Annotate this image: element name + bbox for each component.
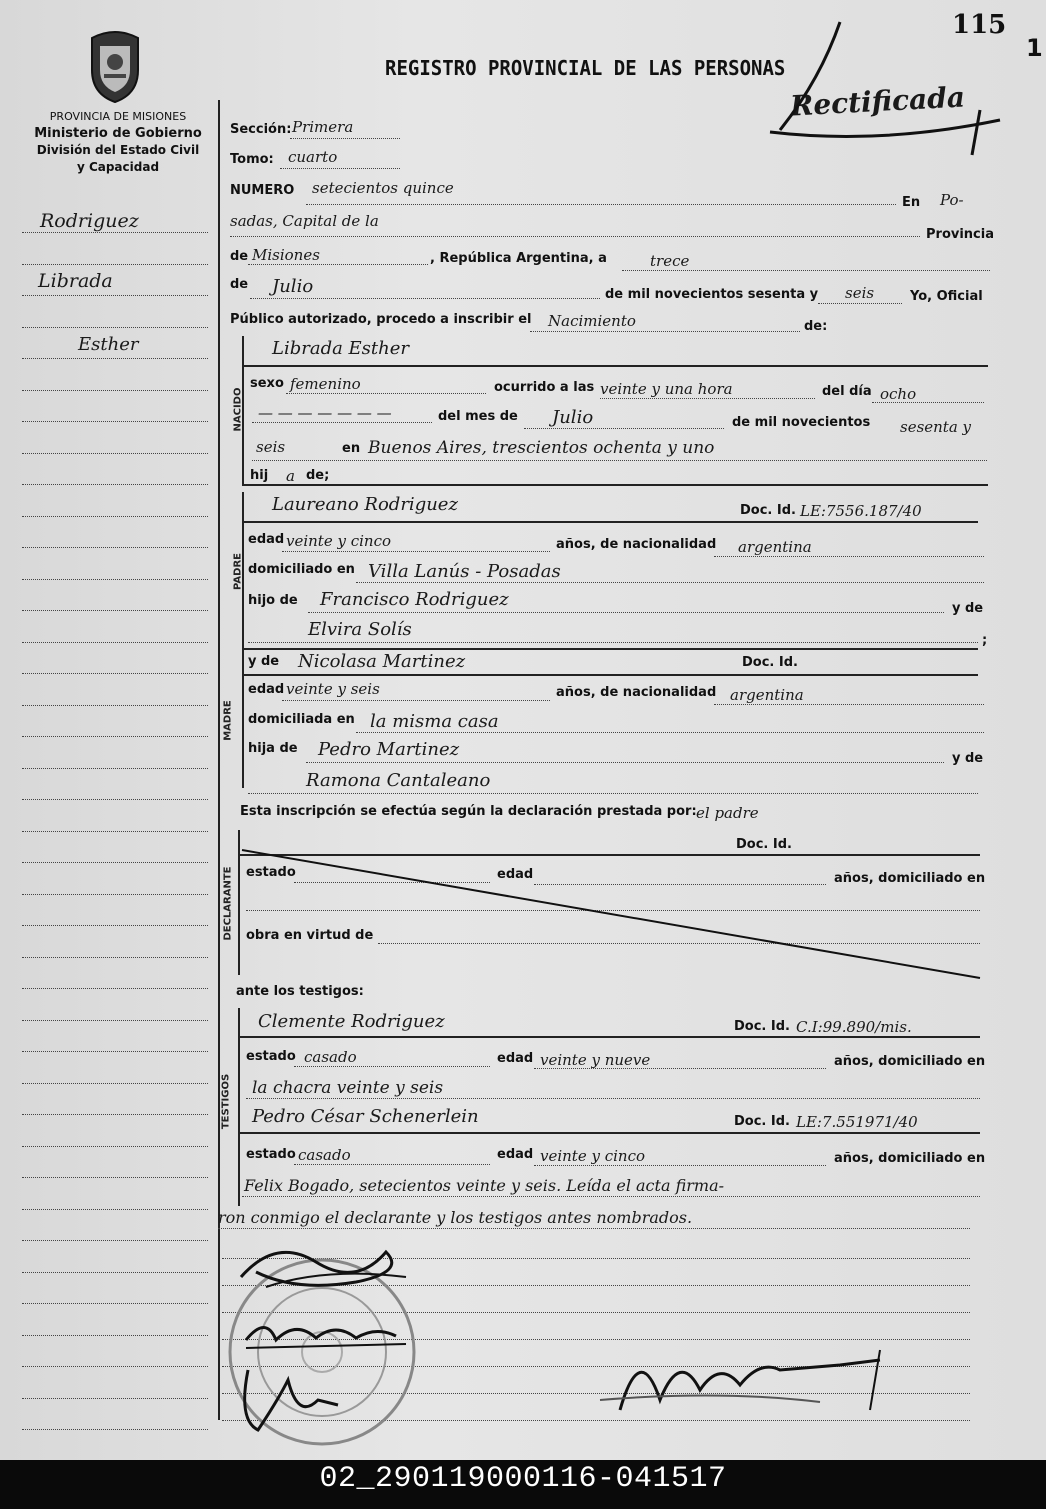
declarante-obra-label: obra en virtud de (246, 928, 374, 943)
dia-value: trece (650, 252, 690, 270)
testigo2-estado-value: casado (298, 1146, 351, 1164)
madre-madre-value: Ramona Cantaleano (306, 770, 491, 791)
mes-nacido-value: Julio (552, 407, 594, 428)
testigo2-domicilio-value: Felix Bogado, setecientos veinte y seis. Leída el acta firma- (244, 1176, 725, 1195)
padre-nacionalidad-line (714, 556, 984, 557)
page-number-right: 1 (1026, 34, 1043, 62)
margin-rule (22, 768, 208, 769)
header-province: PROVINCIA DE MISIONES (49, 110, 187, 123)
nacido-section-label: NACIDO (232, 387, 244, 432)
mil-label: de mil novecientos sesenta y (605, 287, 819, 302)
lugar-line (252, 460, 987, 461)
padre-padre-value: Francisco Rodriguez (320, 589, 509, 610)
margin-rule (22, 1114, 208, 1115)
dash-value: — — — — — — — (258, 404, 392, 422)
margin-rule (22, 547, 208, 548)
en-label: En (902, 195, 921, 210)
sexo-value: femenino (290, 375, 361, 393)
testigo1-edad-line (534, 1068, 826, 1069)
margin-rule (22, 1429, 208, 1430)
testigo1-estado-line (294, 1066, 490, 1067)
madre-padre-value: Pedro Martinez (318, 739, 460, 760)
padre-doc-value: LE:7556.187/40 (800, 502, 922, 520)
padre-nacionalidad-value: argentina (738, 538, 812, 556)
margin-rule (22, 390, 208, 391)
testigo2-anios-label: años, domiciliado en (834, 1151, 986, 1166)
testigo2-estado-label: estado (246, 1147, 296, 1162)
nacido-nombre-line (242, 365, 988, 367)
acto-line (530, 331, 800, 332)
official-signature-icon (580, 1330, 900, 1440)
margin-rule (22, 1083, 208, 1084)
provincia-line (248, 264, 428, 265)
margin-rule (22, 421, 208, 422)
margin-rule (22, 610, 208, 611)
margin-rule (22, 862, 208, 863)
sexo-label: sexo (250, 376, 284, 391)
numero-label: NUMERO (230, 183, 295, 198)
closing-line (218, 1228, 970, 1229)
madre-domicilio-value: la misma casa (370, 711, 499, 732)
declaracion-label: Esta inscripción se efectúa según la declaración prestada por: (240, 804, 697, 819)
margin-rule (22, 1209, 208, 1210)
page-number: 115 (952, 10, 1007, 40)
anio-value: seis (845, 284, 875, 302)
padre-anios-label: años, de nacionalidad (556, 537, 717, 552)
anio2-nacido-value: seis (256, 438, 286, 456)
testigo1-edad-value: veinte y nueve (540, 1051, 651, 1069)
madre-edad-label: edad (248, 682, 285, 697)
madre-edad-value: veinte y seis (286, 680, 380, 698)
anio-line (818, 303, 902, 304)
margin-rule (22, 232, 208, 233)
dash-line (252, 422, 432, 423)
place-line (230, 236, 920, 237)
margin-rule (22, 579, 208, 580)
margin-surname: Rodriguez (40, 210, 139, 232)
margin-rule (22, 1146, 208, 1147)
margin-rule (22, 516, 208, 517)
declarante-doc-label: Doc. Id. (736, 837, 792, 852)
acto-value: Nacimiento (548, 312, 636, 330)
de-label: de (230, 249, 249, 264)
del-mes-label: del mes de (438, 409, 518, 424)
del-dia-label: del día (822, 384, 872, 399)
en-nacido-label: en (342, 441, 361, 456)
de2-label: de (230, 277, 249, 292)
margin-rule (22, 358, 208, 359)
margin-rule (22, 327, 208, 328)
madre-doc-label: Doc. Id. (742, 655, 798, 670)
footer-document-id: 02_290119000116-041517 (319, 1462, 727, 1496)
witness1-signature-icon (236, 1310, 416, 1360)
testigo1-anios-label: años, domiciliado en (834, 1054, 986, 1069)
padre-section-label: PADRE (232, 553, 244, 590)
declarante-section-label: DECLARANTE (222, 866, 234, 941)
margin-rule (22, 957, 208, 958)
padre-hijo-label: hijo de (248, 593, 298, 608)
oficial-label: Yo, Oficial (910, 289, 983, 304)
closing-value: ron conmigo el declarante y los testigos antes nombrados. (218, 1208, 693, 1227)
margin-rule (22, 894, 208, 895)
seccion-label: Sección: (230, 122, 292, 137)
testigo1-estado-value: casado (304, 1048, 357, 1066)
madre-domicilio-line (356, 732, 984, 733)
hora-value: veinte y una hora (600, 380, 733, 398)
place-value: sadas, Capital de la (230, 212, 379, 230)
mes-line (250, 298, 600, 299)
document-title: REGISTRO PROVINCIAL DE LAS PERSONAS (385, 56, 786, 80)
header-ministry: Ministerio de Gobierno (34, 125, 202, 141)
testigo1-domicilio-value: la chacra veinte y seis (252, 1078, 444, 1098)
margin-rule (22, 925, 208, 926)
lugar-value: Buenos Aires, trescientos ochenta y uno (368, 438, 715, 458)
margin-rule (22, 1020, 208, 1021)
padre-yde-label: y de (952, 601, 984, 616)
margin-rule (22, 1366, 208, 1367)
dia-line (622, 270, 990, 271)
madre-madre-line (248, 793, 978, 794)
numero-value: setecientos quince (312, 179, 454, 197)
margin-rule (22, 642, 208, 643)
declarante-estado-label: estado (246, 865, 296, 880)
witness2-signature-icon (228, 1360, 348, 1440)
declaracion-value: el padre (696, 804, 759, 822)
header-division: División del Estado Civil (36, 143, 200, 158)
tomo-value: cuarto (288, 148, 338, 166)
testigo1-edad-label: edad (497, 1051, 534, 1066)
republica-label: , República Argentina, a (430, 251, 607, 266)
testigo1-nombre: Clemente Rodriguez (258, 1011, 445, 1032)
madre-top-line (242, 648, 978, 650)
testigos-label: ante los testigos: (236, 984, 364, 999)
padre-edad-label: edad (248, 532, 285, 547)
testigo2-edad-label: edad (497, 1147, 534, 1162)
anio-nacido-value: sesenta y (900, 418, 972, 436)
en-value: Po- (940, 191, 964, 209)
mes-value: Julio (272, 276, 314, 297)
tomo-line (280, 168, 400, 169)
padre-doc-label: Doc. Id. (740, 503, 796, 518)
mil-nacido-label: de mil novecientos (732, 415, 871, 430)
hora-line (600, 398, 815, 399)
dia-nacido-line (872, 402, 984, 403)
margin-rule (22, 264, 208, 265)
padre-nombre-line (242, 521, 978, 523)
madre-yde2-label: y de (952, 751, 984, 766)
header-capacity: y Capacidad (76, 159, 160, 174)
sexo-line (286, 393, 486, 394)
hij-value: a (286, 467, 295, 485)
madre-nacionalidad-line (714, 704, 984, 705)
margin-rule (22, 1303, 208, 1304)
padre-domicilio-label: domiciliado en (248, 562, 355, 577)
nacido-nombre: Librada Esther (272, 338, 410, 359)
madre-padre-line (306, 762, 944, 763)
padre-domicilio-value: Villa Lanús - Posadas (368, 561, 561, 582)
margin-name-1: Libradа (38, 270, 113, 292)
margin-rule (22, 673, 208, 674)
madre-bracket (242, 648, 244, 788)
testigo2-edad-value: veinte y cinco (540, 1147, 646, 1165)
declarante-anios-label: años, domiciliado en (834, 871, 986, 886)
testigo1-domicilio-line (246, 1098, 980, 1099)
margin-rule (22, 484, 208, 485)
nacido-bottom-line (242, 484, 988, 486)
testigo2-nombre-line (238, 1132, 980, 1134)
margin-rule (22, 988, 208, 989)
provincia-label: Provincia (926, 227, 994, 242)
margin-rule (22, 1272, 208, 1273)
seccion-line (290, 138, 400, 139)
de3-label: de: (804, 319, 828, 334)
testigo1-nombre-line (238, 1036, 980, 1038)
margin-rule (22, 705, 208, 706)
testigo2-doc-value: LE:7.551971/40 (796, 1113, 918, 1131)
padre-madre-value: Elvira Solís (308, 619, 412, 640)
margin-rule (22, 1240, 208, 1241)
testigo2-nombre: Pedro César Schenerlein (252, 1106, 479, 1127)
madre-edad-line (282, 700, 550, 701)
seccion-value: Primera (292, 118, 354, 136)
declarante-signature-icon (236, 1232, 416, 1302)
margin-rule (22, 831, 208, 832)
hij-label: hij (250, 468, 269, 483)
publico-label: Público autorizado, procedo a inscribir el (230, 312, 532, 327)
margin-rule (22, 736, 208, 737)
ocurrido-label: ocurrido a las (494, 380, 595, 395)
margin-rule (22, 1335, 208, 1336)
testigos-section-label: TESTIGOS (220, 1073, 232, 1130)
margin-rule (22, 453, 208, 454)
mes-nacido-line (524, 428, 724, 429)
margin-rule (22, 1051, 208, 1052)
testigo1-doc-label: Doc. Id. (734, 1019, 790, 1034)
note-strike-mark (760, 20, 1020, 160)
testigo1-doc-value: C.I:99.890/mis. (796, 1018, 912, 1036)
margin-rule (22, 1398, 208, 1399)
declarante-edad-label: edad (497, 867, 534, 882)
padre-edad-value: veinte y cinco (286, 532, 392, 550)
declarante-cancel-stroke (238, 846, 984, 982)
testigo2-domicilio-line (242, 1196, 980, 1197)
madre-domicilio-label: domiciliada en (248, 712, 355, 727)
testigo2-edad-line (534, 1165, 826, 1166)
madre-anios-label: años, de nacionalidad (556, 685, 717, 700)
margin-rule (22, 1177, 208, 1178)
testigo1-estado-label: estado (246, 1049, 296, 1064)
madre-hija-label: hija de (248, 741, 298, 756)
madre-nombre-line (242, 674, 978, 676)
madre-nombre: Nicolasa Martinez (298, 651, 466, 672)
madre-yde-label: y de (248, 654, 280, 669)
testigo2-estado-line (294, 1164, 490, 1165)
madre-section-label: MADRE (222, 700, 234, 741)
padre-semicolon: ; (982, 633, 988, 648)
padre-madre-line (248, 642, 978, 643)
madre-nacionalidad-value: argentina (730, 686, 804, 704)
dia-nacido-value: ocho (880, 385, 917, 403)
header-block (18, 110, 218, 175)
margin-rule (22, 295, 208, 296)
coat-of-arms-icon (86, 30, 144, 104)
padre-edad-line (282, 551, 550, 552)
padre-domicilio-line (356, 582, 984, 583)
rectification-note: Rectificada (789, 80, 966, 123)
margin-rule (22, 799, 208, 800)
padre-padre-line (308, 612, 944, 613)
numero-line (306, 204, 896, 205)
testigo2-doc-label: Doc. Id. (734, 1114, 790, 1129)
padre-nombre: Laureano Rodriguez (272, 494, 458, 515)
margin-name-2: Esther (78, 334, 139, 355)
provincia-value: Misiones (252, 246, 320, 264)
de-nacido-label: de; (306, 468, 330, 483)
tomo-label: Tomo: (230, 152, 274, 167)
